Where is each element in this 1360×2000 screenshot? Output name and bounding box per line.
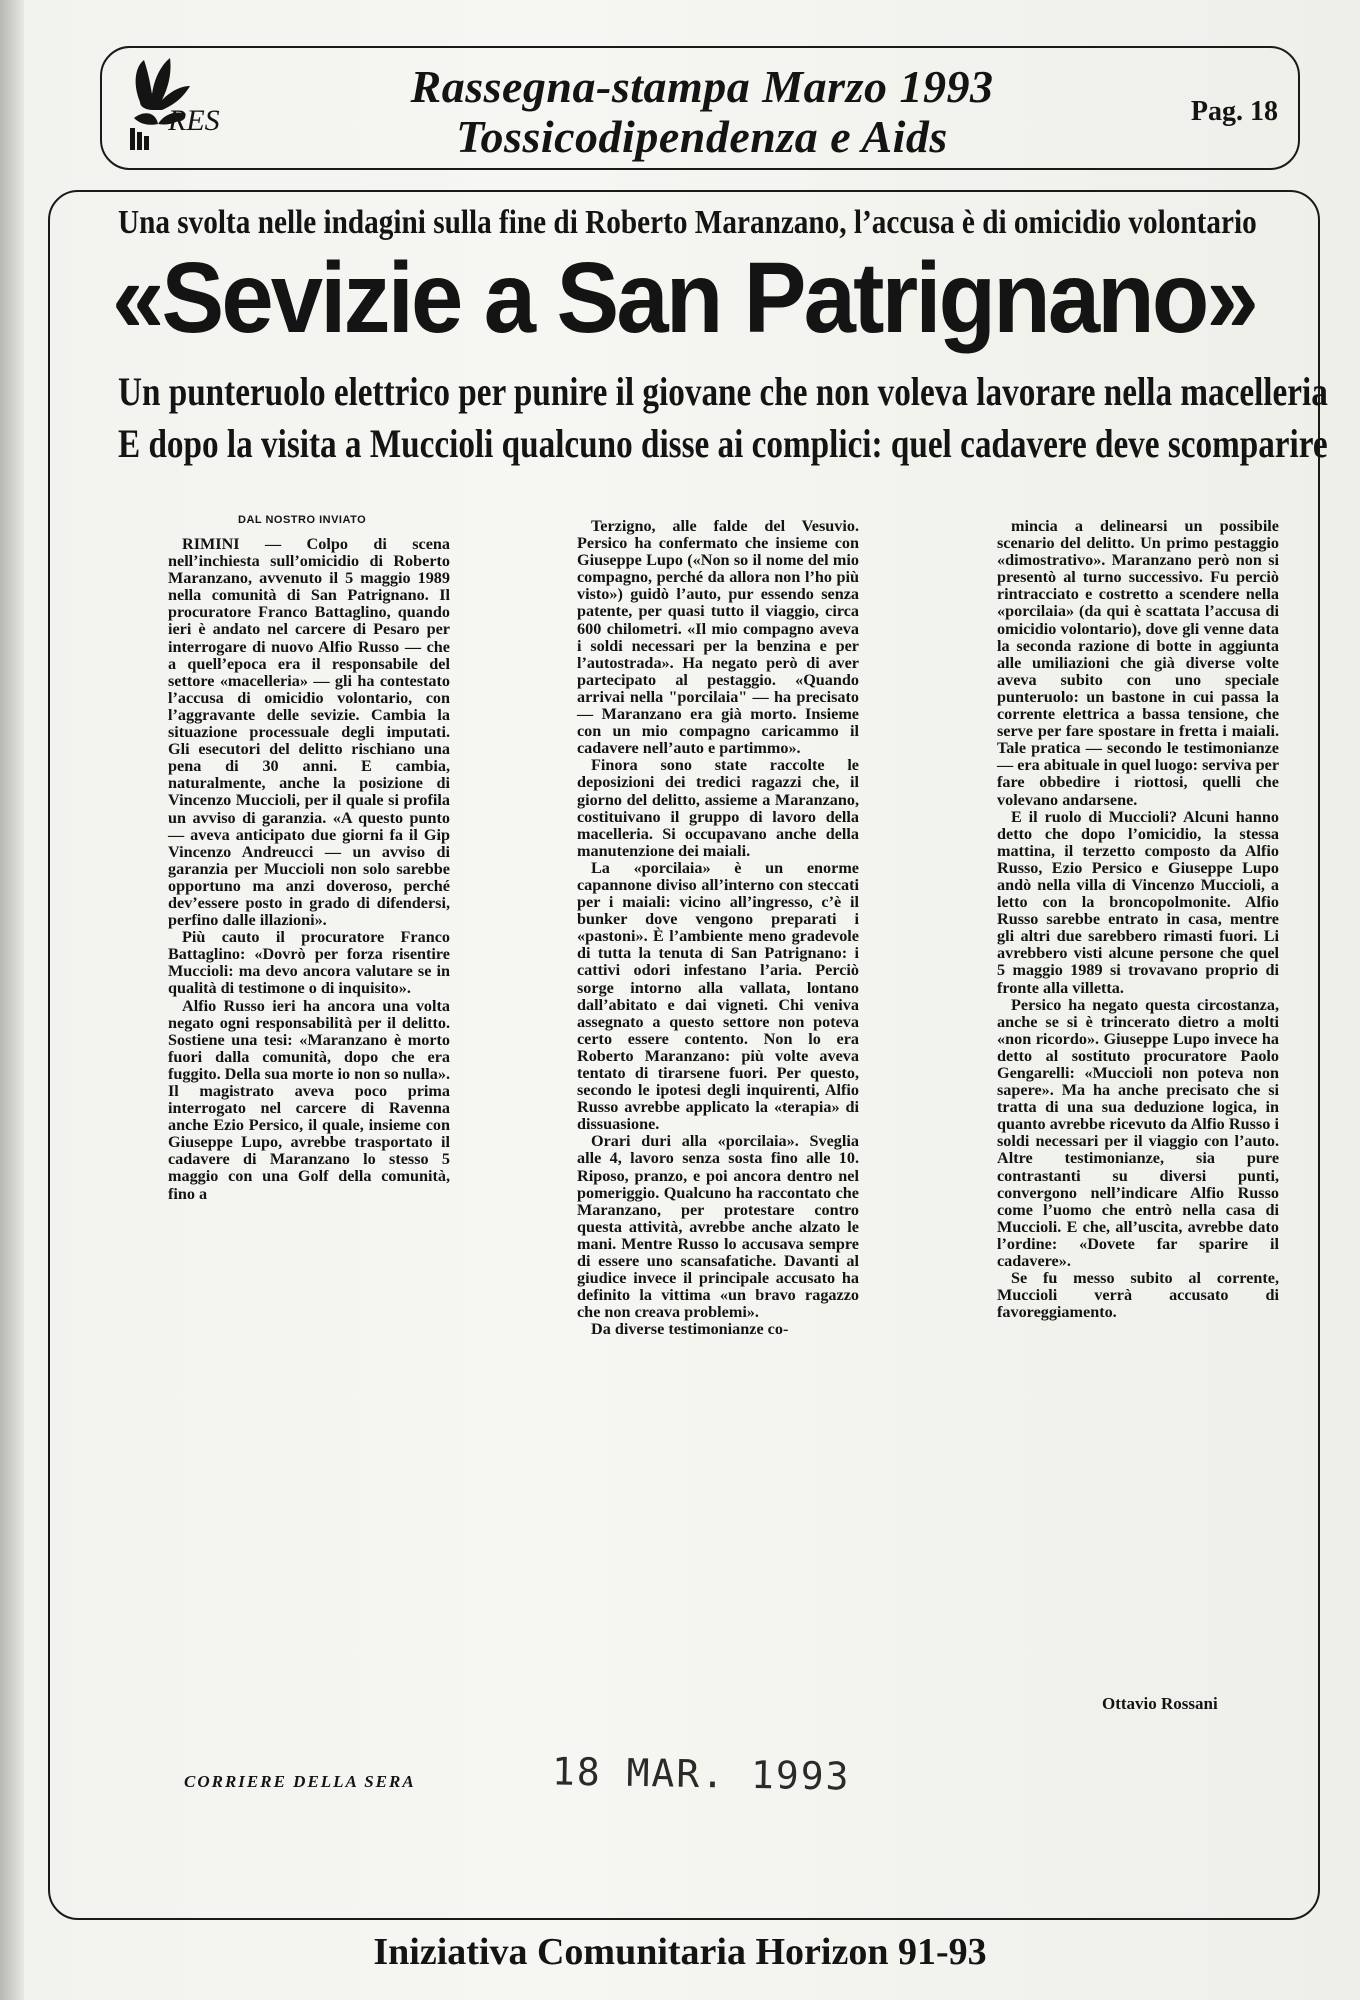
binding-edge	[0, 0, 24, 2000]
header-title: Rassegna-stampa Marzo 1993	[410, 61, 994, 112]
article-subhead-1: Un punteruolo elettrico per punire il giovane che non voleva lavorare nella macelleria	[118, 369, 1328, 414]
paragraph: RIMINI — Colpo di scena nell’inchiesta sull’omicidio di Roberto Maranzano, avvenuto il 5 maggio 1989 nella comunità di San Patrignano. Il procuratore Franco Battaglino, quando ieri è andato nel carcere di Pesaro per interrogare di nuovo Alfio Russo — che a quell’epoca era il responsabile del settore «macelleria» — gli ha contestato l’accusa di omicidio volontario, con l’aggravante delle sevizie. Cambia la situazione processuale degli imputati. Gli esecutori del delitto rischiano una pena di 30 anni. E cambia, naturalmente, anche la posizione di Vincenzo Muccioli, per il quale si profila un avviso di garanzia. «A questo punto — aveva anticipato due giorni fa il Gip Vincenzo Andreucci — un avviso di garanzia per Muccioli non solo sarebbe opportuno ma anzi doveroso, perché dev’essere posto in grado di difendersi, perfino dalle illazioni».	[168, 535, 450, 930]
author-signature: Ottavio Rossani	[1102, 1694, 1218, 1713]
paragraph: La «porcilaia» è un enorme capannone diviso all’interno con steccati per i maiali: vicino all’ingresso, c’è il bunker dove vengono preparati i «pastoni». È l’ambiente meno gradevole di tutta la tenuta di San Patrignano: i cattivi odori infestano l’aria. Perciò sorge intorno alla vallata, lontano dall’abitato e dai vigneti. Chi veniva assegnato a questo settore non poteva certo essere contento. Non lo era Roberto Maranzano: più volte aveva tentato di tirarsene fuori. Per questo, secondo le ipotesi degli inquirenti, Alfio Russo avrebbe applicato la «terapia» di dissuasione.	[577, 858, 859, 1134]
paragraph: Finora sono state raccolte le deposizioni dei tredici ragazzi che, il giorno del delitto, assieme a Maranzano, costituivano il gruppo di lavoro della macelleria. Si occupavano anche della manutenzione dei maiali.	[577, 756, 859, 860]
article-kicker: Una svolta nelle indagini sulla fine di Roberto Maranzano, l’accusa è di omicidio volontario	[118, 204, 1257, 241]
paragraph: Persico ha negato questa circostanza, anche se si è trincerato dietro a molti «non ricordo». Giuseppe Lupo invece ha detto al sostituto procuratore Paolo Gengarelli: «Muccioli non poteva non sapere». Ma ha anche precisato che si tratta di una sua deduzione logica, in quanto avrebbe ricevuto da Alfio Russo i soldi necessari per il viaggio con l’auto. Altre testimonianze, sia pure contrastanti su diversi punti, convergono nell’indicare Alfio Russo come l’uomo che entrò nella casa di Muccioli. E che, all’uscita, avrebbe dato l’ordine: «Dovete far sparire il cadavere».	[997, 995, 1279, 1271]
paragraph: Se fu messo subito al corrente, Muccioli verrà accusato di favoreggiamento.	[997, 1269, 1279, 1322]
paragraph: Più cauto il procuratore Franco Battaglino: «Dovrò per forza risentire Muccioli: ma devo ancora valutare se in qualità di testimone o di inquisito».	[168, 928, 450, 998]
article-headline: «Sevizie a San Patrignano»	[112, 242, 1256, 354]
paragraph: Terzigno, alle falde del Vesuvio. Persico ha confermato che insieme con Giuseppe Lupo («Non so il nome del mio compagno, perché da allora non l’ho più visto») guidò l’auto, pur essendo senza patente, per quasi tutto il viaggio, circa 600 chilometri. «Il mio compagno aveva i soldi necessari per la benzina e per l’autostrada». Ha negato però di aver partecipato al pestaggio. «Quando arrivai nella "porcilaia" — ha precisato — Maranzano era già morto. Insieme con un mio compagno caricammo il cadavere nell’auto e partimmo».	[577, 517, 859, 758]
paragraph: mincia a delinearsi un possibile scenario del delitto. Un primo pestaggio «dimostrativo». Maranzano però non si presentò al turno successivo. Fu perciò rintracciato e costretto a scendere nella «porcilaia» (da qui è scattata l’accusa di omicidio volontario), dove gli venne data la seconda razione di botte in aggiunta alle umiliazioni che già diverse volte aveva subito con uno speciale punteruolo: un bastone in cui passa la corrente elettrica a bassa tensione, che serve per fare spostare in fretta i maiali. Tale pratica — secondo le testimonianze — era abituale in quel luogo: serviva per fare obbedire i riottosi, quelli che volevano andarsene.	[997, 517, 1279, 809]
paragraph: E il ruolo di Muccioli? Alcuni hanno detto che dopo l’omicidio, la stessa mattina, il terzetto composto da Alfio Russo, Ezio Persico e Giuseppe Lupo andò nella villa di Vincenzo Muccioli, a letto con la broncopolmonite. Alfio Russo sarebbe entrato in casa, mentre gli altri due sarebbero rimasti fuori. Li avrebbero visti alcune persone che quel 5 maggio 1989 si trovavano proprio di fronte alla villetta.	[997, 807, 1279, 997]
article-column-2	[577, 518, 859, 1339]
header-box	[100, 46, 1300, 170]
article-column-1	[168, 536, 450, 1203]
logo-text: RES	[168, 104, 220, 137]
paragraph: Alfio Russo ieri ha ancora una volta negato ogni responsabilità per il delitto. Sostiene una tesi: «Maranzano è morto fuori dalla comunità, dopo che era fuggito. Della sua morte io non so nulla». Il magistrato aveva poco prima interrogato nel carcere di Ravenna anche Ezio Persico, il quale, insieme con Giuseppe Lupo, avrebbe trasportato il cadavere di Maranzano lo stesso 5 maggio con una Golf della comunità, fino a	[168, 996, 450, 1203]
article-dateline: DAL NOSTRO INVIATO	[238, 514, 367, 526]
article-column-3	[997, 518, 1279, 1321]
paragraph: Orari duri alla «porcilaia». Sveglia alle 4, lavoro senza sosta fino alle 10. Riposo, pranzo, e poi ancora dentro nel pomeriggio. Qualcuno ha raccontato che Maranzano, per protestare contro questa attività, avrebbe anche alzato le mani. Mentre Russo lo accusava sempre di essere uno scansafatiche. Davanti al giudice invece il principale accusato ha definito la vittima «un bravo ragazzo che non creava problemi».	[577, 1132, 859, 1322]
page-footer: Iniziativa Comunitaria Horizon 91-93	[373, 1931, 987, 1973]
date-stamp: 18 MAR. 1993	[551, 1749, 851, 1799]
newspaper-source: CORRIERE DELLA SERA	[184, 1772, 416, 1791]
header-subtitle: Tossicodipendenza e Aids	[456, 111, 948, 162]
article-subhead-2: E dopo la visita a Muccioli qualcuno disse ai complici: quel cadavere deve scomparire	[118, 421, 1328, 466]
paragraph: Da diverse testimonianze co-	[591, 1320, 789, 1339]
page-number: Pag. 18	[1190, 96, 1278, 127]
